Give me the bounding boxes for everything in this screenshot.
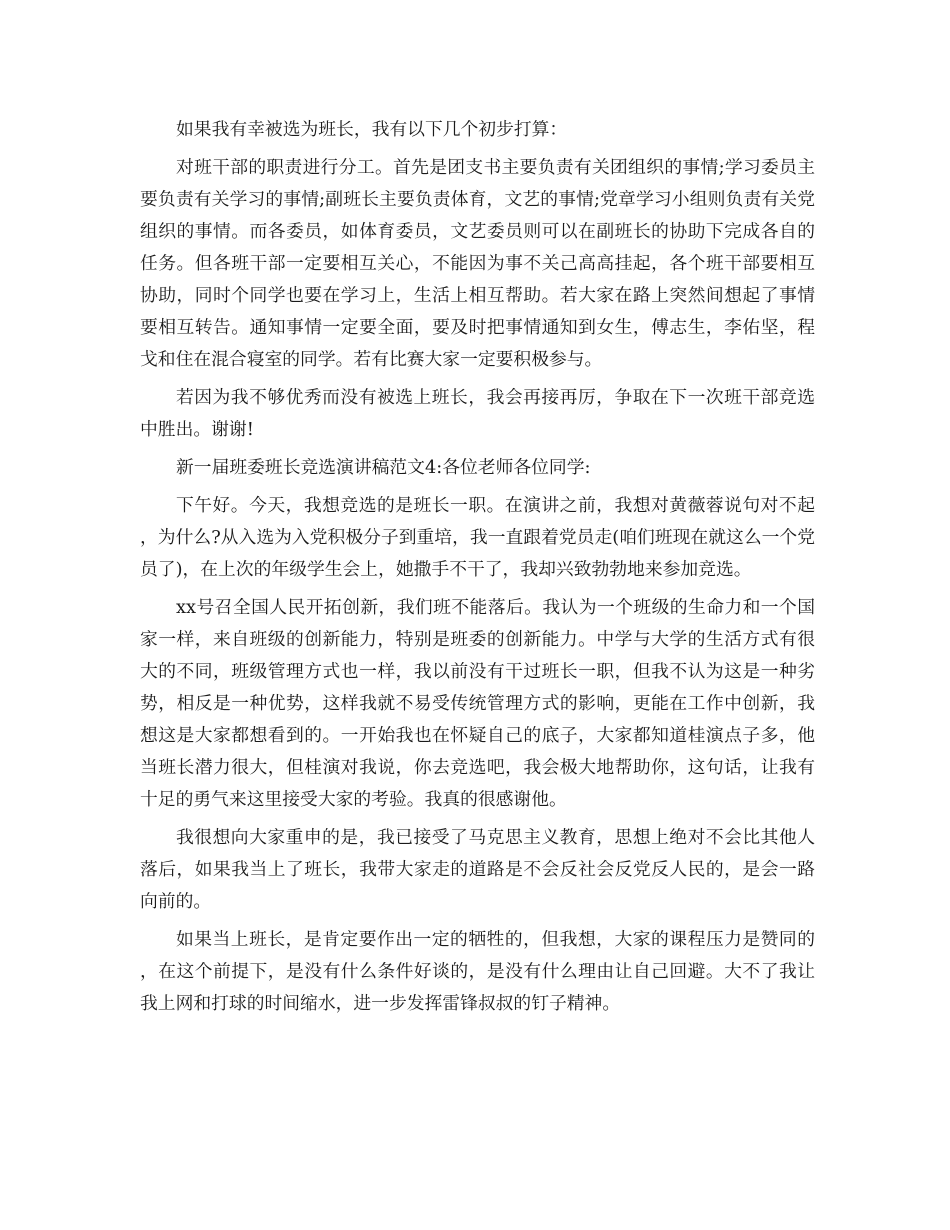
paragraph-plan-intro: 如果我有幸被选为班长，我有以下几个初步打算： [176,119,568,140]
paragraph-greeting: 下午好。今天，我想竞选的是班长一职。在演讲之前，我想对黄薇蓉说句对不起，为什么?从入选为入党积极分子到重培，我一直跟着党员走(咱们班现在就这么一个党员了)，在上次的年级学生会上，她撒手不干了，我却兴致勃勃地来参加竞选。 [140,495,815,580]
paragraph-if-not-elected: 若因为我不够优秀而没有被选上班长，我会再接再厉，争取在下一次班干部竞选中胜出。谢谢! [140,387,815,440]
document-body [140,114,815,1026]
paragraph-innovation: xx号召全国人民开拓创新，我们班不能落后。我认为一个班级的生命力和一个国家一样，来自班级的创新能力，特别是班委的创新能力。中学与大学的生活方式有很大的不同，班级管理方式也一样，我以前没有干过班长一职，但我不认为这是一种劣势，相反是一种优势，这样我就不易受传统管理方式的影响，更能在工作中创新，我想这是大家都想看到的。一开始我也在怀疑自己的底子，大家都知道桂演点子多，他当班长潜力很大，但桂演对我说，你去竞选吧，我会极大地帮助你，这句话，让我有十足的勇气来这里接受大家的考验。我真的很感谢他。 [140,597,815,810]
paragraph-reaffirm: 我很想向大家重申的是，我已接受了马克思主义教育，思想上绝对不会比其他人落后，如果我当上了班长，我带大家走的道路是不会反社会反党反人民的，是会一路向前的。 [140,827,815,912]
paragraph-division-of-duties: 对班干部的职责进行分工。首先是团支书主要负责有关团组织的事情;学习委员主要负责有关学习的事情;副班长主要负责体育，文艺的事情;党章学习小组则负责有关党组织的事情。而各委员，如体育委员，文艺委员则可以在副班长的协助下完成各自的任务。但各班干部一定要相互关心，不能因为事不关己高高挂起，各个班干部要相互协助，同时个同学也要在学习上，生活上相互帮助。若大家在路上突然间想起了事情要相互转告。通知事情一定要全面，要及时把事情通知到女生，傅志生，李佑坚，程戈和住在混合寝室的同学。若有比赛大家一定要积极参与。 [140,157,815,370]
paragraph-sacrifice: 如果当上班长，是肯定要作出一定的牺牲的，但我想，大家的课程压力是赞同的，在这个前提下，是没有什么条件好谈的，是没有什么理由让自己回避。大不了我让我上网和打球的时间缩水，进一步发挥雷锋叔叔的钉子精神。 [140,929,815,1014]
paragraph-sample-heading: 新一届班委班长竞选演讲稿范文4:各位老师各位同学: [176,457,591,478]
